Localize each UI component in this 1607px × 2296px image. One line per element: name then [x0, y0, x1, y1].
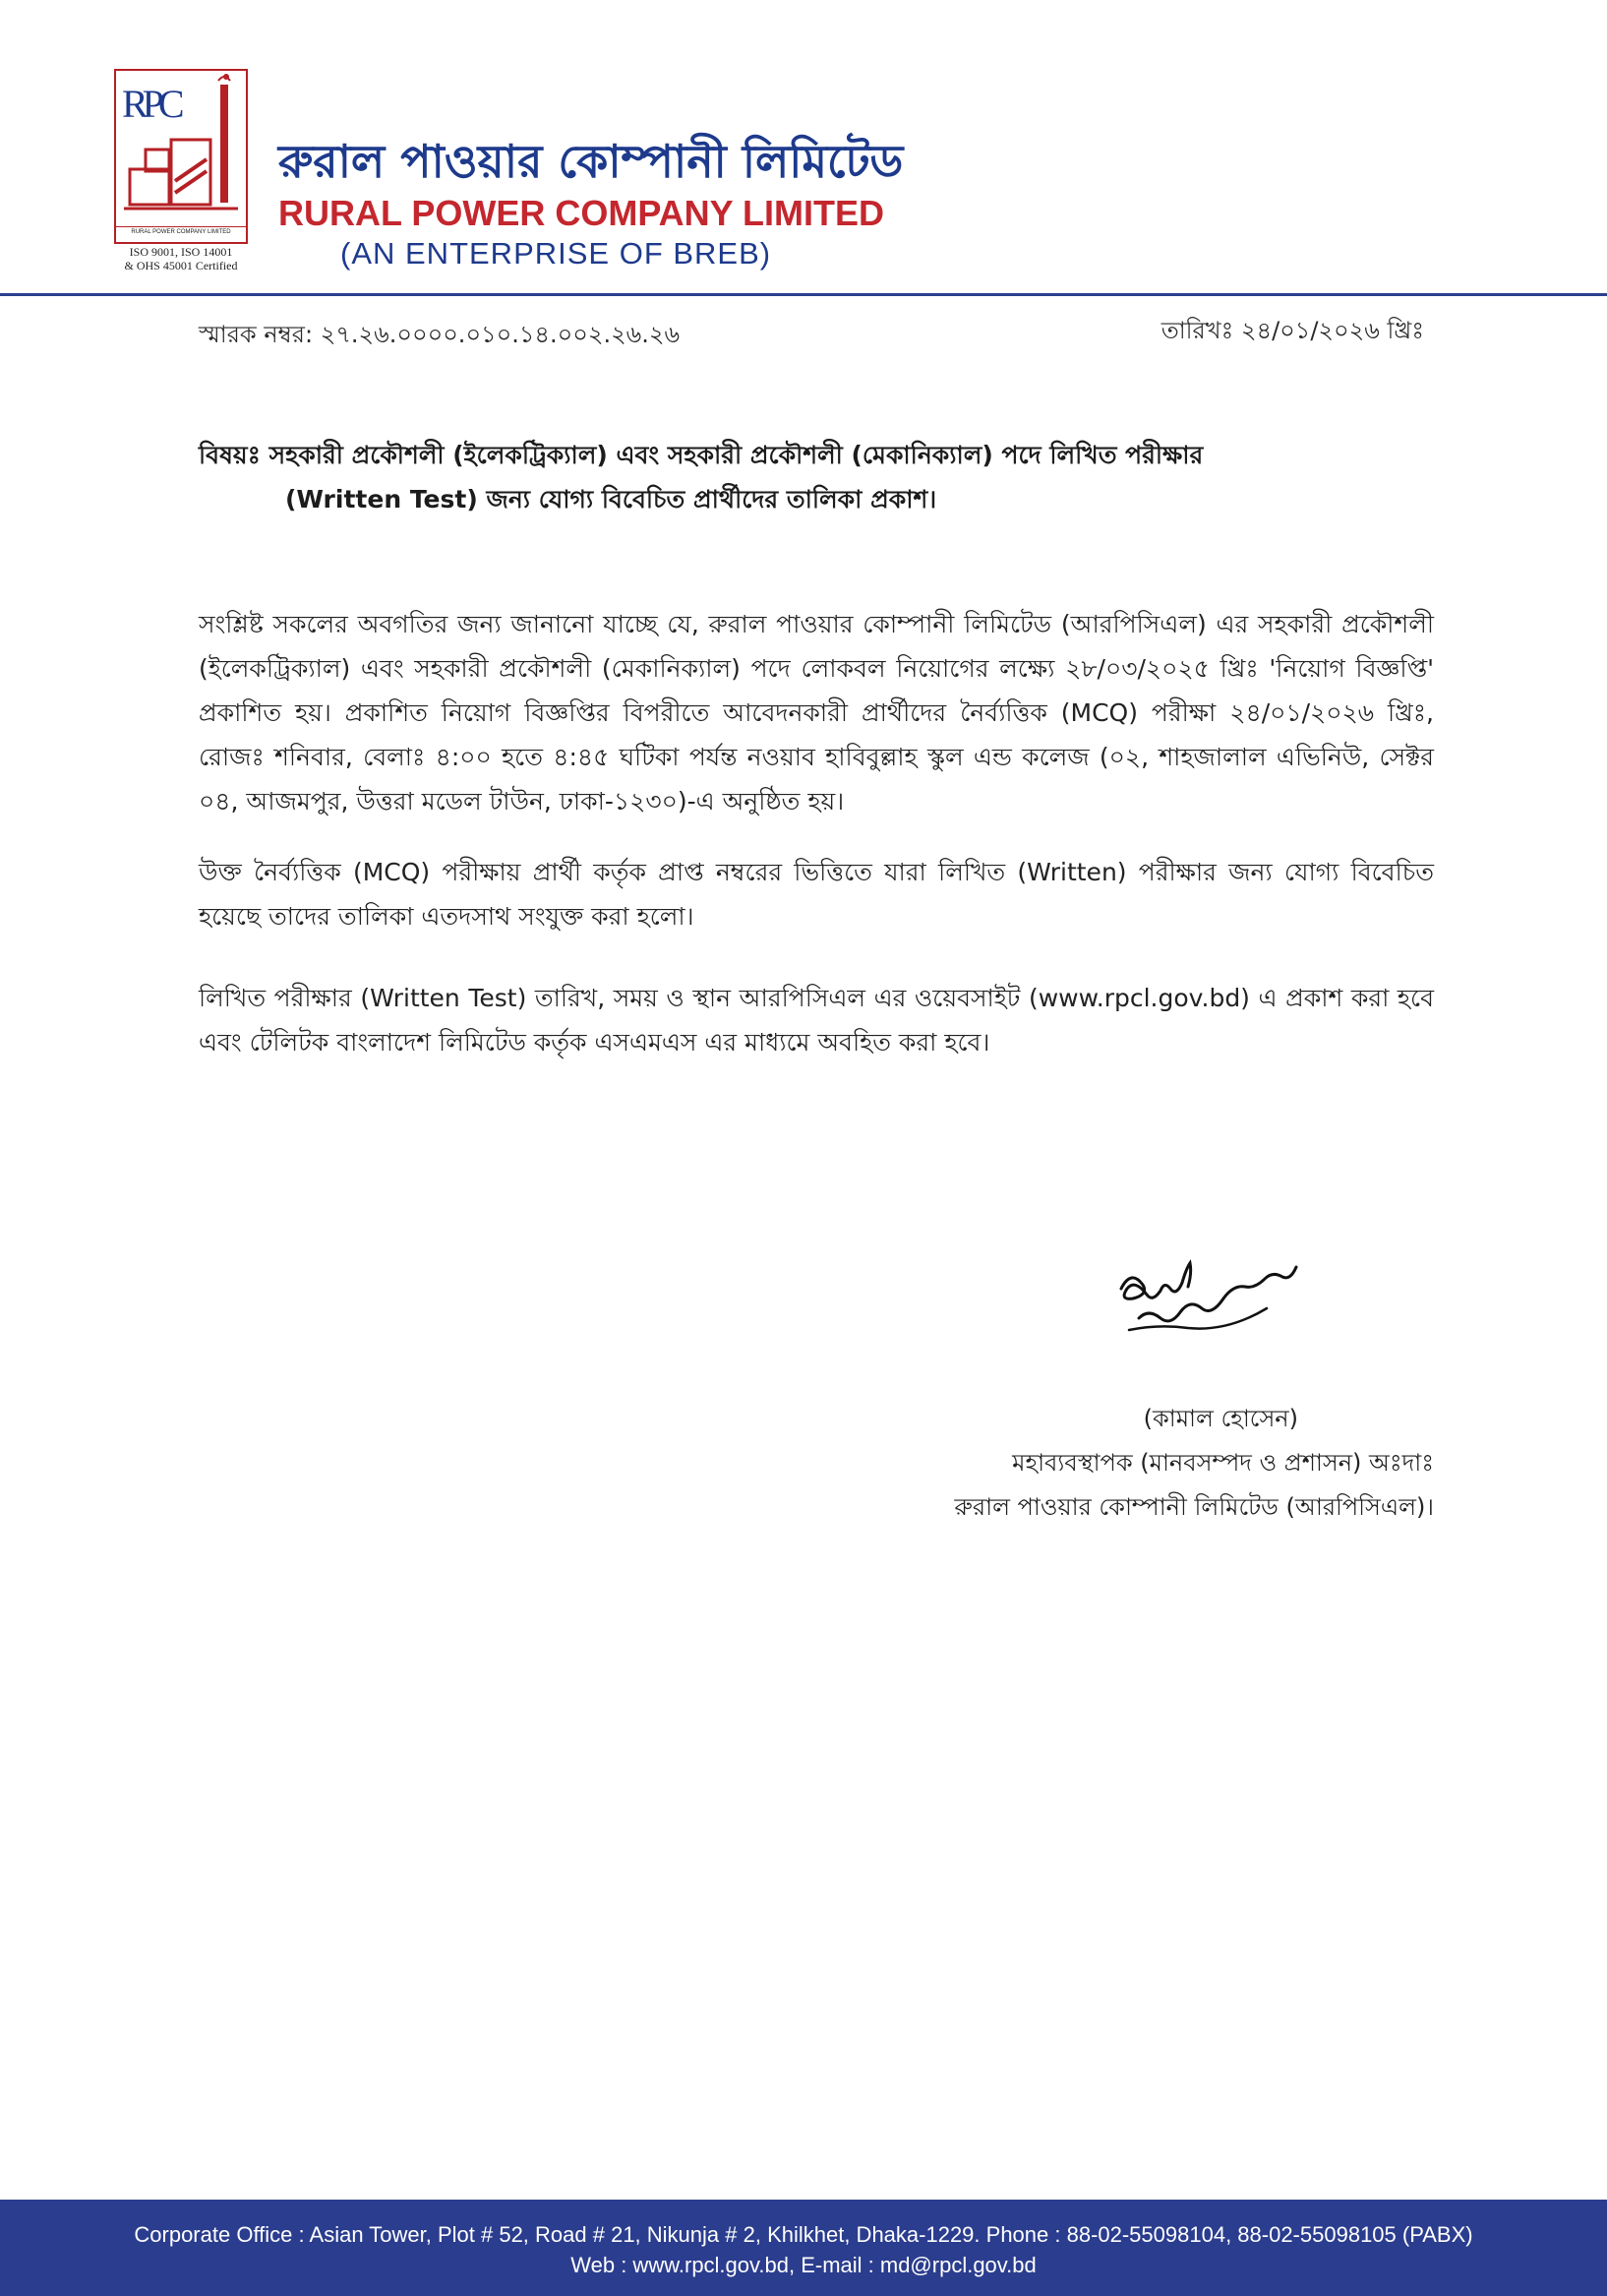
- handwritten-signature: [1109, 1249, 1326, 1371]
- signatory-organization: রুরাল পাওয়ার কোম্পানী লিমিটেড (আরপিসিএল)।: [954, 1493, 1434, 1521]
- memo-date: তারিখঃ ২৪/০১/২০২৬ খ্রিঃ: [1161, 317, 1424, 344]
- subject-line: (Written Test) জন্য যোগ্য বিবেচিত প্রার্থীদের তালিকা প্রকাশ।: [285, 485, 937, 514]
- body-paragraph: সংশ্লিষ্ট সকলের অবগতির জন্য জানানো যাচ্ছে যে, রুরাল পাওয়ার কোম্পানী লিমিটেড (আরপিসিএল) এর সহকারী প্রকৌশলী (ইলেকট্রিক্যাল) এবং সহকারী প্রকৌশলী (মেকানিক্যাল) পদে লোকবল নিয়োগের লক্ষ্যে ২৮/০৩/২০২৫ খ্রিঃ 'নিয়োগ বিজ্ঞপ্তি' প্রকাশিত হয়। প্রকাশিত নিয়োগ বিজ্ঞপ্তির বিপরীতে আবেদনকারী প্রার্থীদের নৈর্ব্যত্তিক (MCQ) পরীক্ষা ২৪/০১/২০২৬ খ্রিঃ, রোজঃ শনিবার, বেলাঃ ৪:০০ হতে ৪:৪৫ ঘটিকা পর্যন্ত নওয়াব হাবিবুল্লাহ স্কুল এন্ড কলেজ (০২, শাহজালাল এভিনিউ, সেক্টর ০৪, আজমপুর, উত্তরা মডেল টাউন, ঢাকা-১২৩০)-এ অনুষ্ঠিত হয়।: [199, 610, 1434, 816]
- signatory-designation: মহাব্যবস্থাপক (মানবসম্পদ ও প্রশাসন) অঃদাঃ: [1012, 1449, 1434, 1477]
- company-name-en: RURAL POWER COMPANY LIMITED: [278, 193, 885, 233]
- memo-number: স্মারক নম্বর: ২৭.২৬.০০০০.০১০.১৪.০০২.২৬.২৬: [199, 321, 681, 348]
- header-divider: [0, 293, 1607, 296]
- certification: [102, 245, 260, 272]
- body-paragraph: লিখিত পরীক্ষার (Written Test) তারিখ, সময় ও স্থান আরপিসিএল এর ওয়েবসাইট (www.rpcl.gov.bd) এ প্রকাশ করা হবে এবং টেলিটক বাংলাদেশ লিমিটেড কর্তৃক এসএমএস এর মাধ্যমে অবহিত করা হবে।: [199, 984, 1434, 1057]
- body-paragraph: উক্ত নৈর্ব্যত্তিক (MCQ) পরীক্ষায় প্রার্থী কর্তৃক প্রাপ্ত নম্বরের ভিত্তিতে যারা লিখিত (Written) পরীক্ষার জন্য যোগ্য বিবেচিত হয়েছে তাদের তালিকা এতদসাথ সংযুক্ত করা হলো।: [199, 858, 1434, 931]
- logo-caption: RURAL POWER COMPANY LIMITED: [116, 226, 246, 235]
- logo-monogram: RPC: [122, 82, 179, 126]
- company-subtitle: (AN ENTERPRISE OF BREB): [340, 236, 772, 271]
- subject: [199, 433, 1432, 521]
- company-logo: [114, 69, 248, 244]
- footer-contact: Web : www.rpcl.gov.bd, E-mail : md@rpcl.gov.bd: [570, 2253, 1037, 2277]
- footer-address: Corporate Office : Asian Tower, Plot # 52, Road # 21, Nikunja # 2, Khilkhet, Dhaka-1229. Phone : 88-02-55098104, 88-02-55098105 (PABX): [134, 2222, 1473, 2247]
- company-name-bn: রুরাল পাওয়ার কোম্পানী লিমিটেড: [278, 135, 904, 188]
- footer: [0, 2200, 1607, 2296]
- certification-line: & OHS 45001 Certified: [124, 259, 238, 272]
- signatory-block: [955, 1397, 1435, 1530]
- subject-line: বিষয়ঃ সহকারী প্রকৌশলী (ইলেকট্রিক্যাল) এবং সহকারী প্রকৌশলী (মেকানিক্যাল) পদে লিখিত পরীক্ষার: [199, 441, 1204, 469]
- certification-line: ISO 9001, ISO 14001: [129, 245, 233, 259]
- signatory-name: (কামাল হোসেন): [1143, 1405, 1298, 1432]
